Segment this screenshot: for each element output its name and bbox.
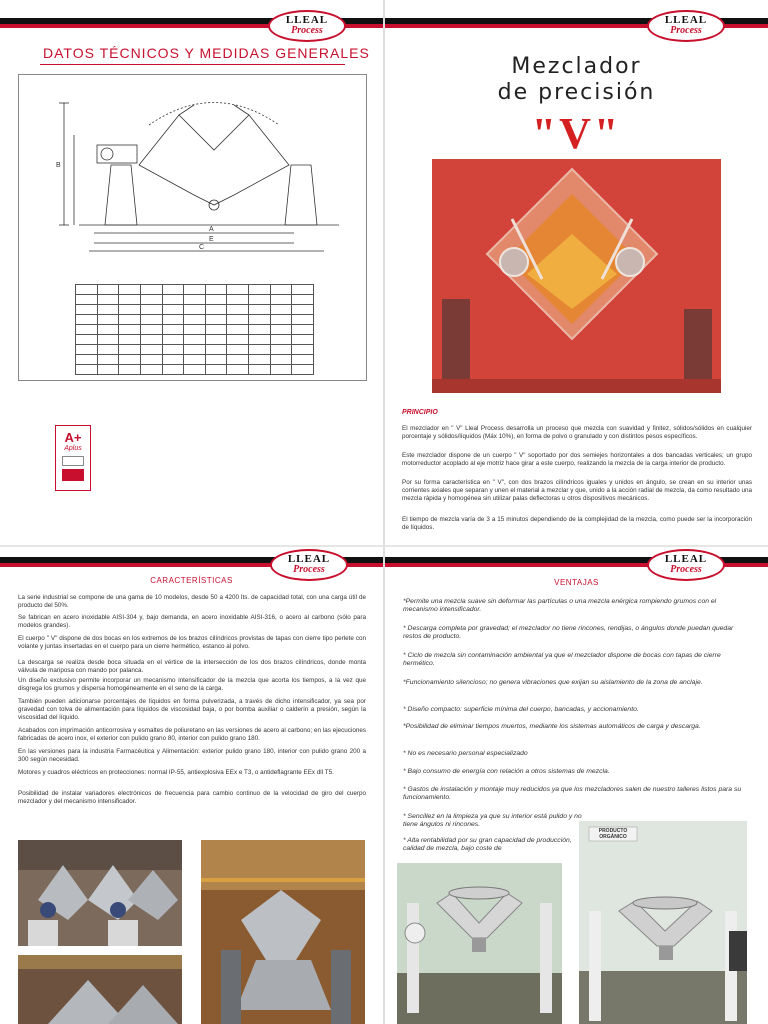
product-title-line2: de precisión bbox=[497, 80, 656, 105]
table-cell bbox=[119, 345, 141, 355]
table-cell bbox=[97, 315, 119, 325]
dimensions-table bbox=[75, 284, 314, 375]
panel-cover bbox=[385, 0, 768, 545]
drawing-label-a: A bbox=[209, 226, 214, 233]
table-cell bbox=[205, 305, 227, 315]
table-cell bbox=[205, 355, 227, 365]
table-cell bbox=[184, 365, 206, 375]
table-cell bbox=[292, 295, 314, 305]
table-cell bbox=[76, 335, 98, 345]
table-cell bbox=[227, 315, 249, 325]
table-cell bbox=[270, 345, 292, 355]
table-cell bbox=[249, 295, 271, 305]
table-cell bbox=[249, 325, 271, 335]
table-cell bbox=[140, 355, 162, 365]
table-cell bbox=[119, 325, 141, 335]
table-cell bbox=[76, 355, 98, 365]
product-title-line1: Mezclador bbox=[511, 54, 642, 79]
table-cell bbox=[270, 295, 292, 305]
table-cell bbox=[227, 295, 249, 305]
table-cell bbox=[270, 305, 292, 315]
advantage-item-10: * Sencillez en la limpieza ya que su interior está pulido y no tiene ángulos ni rincones. bbox=[403, 813, 582, 829]
table-cell bbox=[119, 365, 141, 375]
advantage-item-5: * Diseño compacto: superficie mínima del cuerpo, bancadas, y accionamiento. bbox=[403, 706, 639, 713]
table-cell bbox=[249, 335, 271, 345]
factory-photo-3 bbox=[18, 955, 182, 1024]
factory-photo-1-art bbox=[18, 840, 182, 946]
table-cell bbox=[205, 295, 227, 305]
principio-paragraph-1: El mezclador en " V" Lleal Process desarrolla un proceso que mezcla con suavidad y finitez, sólidos/sólidos en cualquier porcentaje y sólidos/líquidos (Máx 10%), en forma de polvo o granulado y con distintos pesos específicos. bbox=[402, 425, 752, 440]
table-cell bbox=[119, 305, 141, 315]
table-row bbox=[76, 285, 314, 295]
advantage-item-4: *Funcionamiento silencioso; no genera vibraciones que exijan su aislamiento de la zona de anclaje. bbox=[403, 679, 703, 686]
table-cell bbox=[76, 345, 98, 355]
table-cell bbox=[227, 285, 249, 295]
factory-photo-1 bbox=[18, 840, 182, 946]
table-cell bbox=[249, 315, 271, 325]
table-cell bbox=[184, 305, 206, 315]
table-cell bbox=[292, 355, 314, 365]
table-cell bbox=[97, 305, 119, 315]
table-cell bbox=[162, 315, 184, 325]
table-cell bbox=[140, 345, 162, 355]
principio-paragraph-4: El tiempo de mezcla varía de 3 a 15 minutos dependiendo de la complejidad de la mezcla, como puede ser la incorporación de líquidos. bbox=[402, 516, 752, 531]
table-cell bbox=[270, 315, 292, 325]
table-row bbox=[76, 365, 314, 375]
principio-heading: PRINCIPIO bbox=[402, 409, 438, 416]
table-cell bbox=[97, 285, 119, 295]
table-cell bbox=[140, 315, 162, 325]
table-cell bbox=[227, 345, 249, 355]
brand-logo-line1: LLEAL bbox=[664, 14, 708, 26]
table-cell bbox=[162, 325, 184, 335]
table-cell bbox=[270, 365, 292, 375]
table-cell bbox=[249, 305, 271, 315]
characteristics-paragraph-9: Motores y cuadros eléctricos en protecciones: normal IP-55, antiexplosiva EEx e T3, o antideflagrante EEx dll T5. bbox=[18, 769, 334, 776]
table-row bbox=[76, 345, 314, 355]
characteristics-paragraph-3: El cuerpo " V" dispone de dos bocas en los extremos de los brazos cilíndricos provistas de tapas con cierre tipo perlete con volante y juntas insertadas en el cuerpo para un cierre hermético, estanco al polvo. bbox=[18, 635, 366, 650]
table-cell bbox=[205, 315, 227, 325]
section-title-technical: DATOS TÉCNICOS Y MEDIDAS GENERALES bbox=[43, 45, 370, 61]
cert-grade: A+ bbox=[64, 430, 82, 445]
table-cell bbox=[97, 325, 119, 335]
table-cell bbox=[292, 305, 314, 315]
table-cell bbox=[184, 295, 206, 305]
table-cell bbox=[292, 365, 314, 375]
table-cell bbox=[292, 285, 314, 295]
table-cell bbox=[140, 295, 162, 305]
table-cell bbox=[227, 355, 249, 365]
table-cell bbox=[227, 365, 249, 375]
characteristics-paragraph-5: Un diseño exclusivo permite incorporar un mecanismo intensificador de la mezcla que acorta los tiempos, a la vez que disgrega los grumos y dispersa homogéneamente en el seno de la carga. bbox=[18, 677, 366, 692]
certification-badge bbox=[55, 425, 91, 491]
mixer-photo-right bbox=[579, 821, 747, 1024]
table-cell bbox=[249, 285, 271, 295]
table-cell bbox=[140, 335, 162, 345]
table-cell bbox=[249, 365, 271, 375]
drawing-label-e: E bbox=[209, 236, 214, 243]
characteristics-paragraph-4: La descarga se realiza desde boca situada en el vértice de la intersección de los dos brazos cilíndricos, donde monta válvula de mariposa con mando por palanca. bbox=[18, 659, 366, 674]
cert-stripe bbox=[62, 469, 84, 481]
characteristics-paragraph-10: Posibilidad de instalar variadores electrónicos de frecuencia para cambio continuo de la velocidad de giro del cuerpo mezclador y del mecanismo intensificador. bbox=[18, 790, 366, 805]
table-cell bbox=[76, 295, 98, 305]
panel-advantages bbox=[385, 547, 768, 1024]
table-cell bbox=[184, 355, 206, 365]
brand-logo-line1: LLEAL bbox=[287, 553, 331, 565]
table-cell bbox=[227, 325, 249, 335]
table-cell bbox=[162, 355, 184, 365]
cert-label: Aplus bbox=[64, 445, 82, 452]
table-cell bbox=[119, 355, 141, 365]
advantage-item-1: *Permite una mezcla suave sin deformar las partículas o una mezcla enérgica rompiendo grumos con el mecanismo intensificador. bbox=[403, 598, 717, 614]
table-cell bbox=[162, 285, 184, 295]
table-cell bbox=[97, 295, 119, 305]
factory-photo-2-art bbox=[201, 840, 365, 1024]
table-cell bbox=[184, 345, 206, 355]
table-cell bbox=[205, 365, 227, 375]
table-cell bbox=[270, 285, 292, 295]
characteristics-paragraph-7: Acabados con imprimación anticorrosiva y esmaltes de poliuretano en las versiones de acero al carbono; en las ejecuciones fabricadas de acero inox, el exterior con pulido grano 80, interior con pulido grano 180. bbox=[18, 727, 366, 742]
table-cell bbox=[76, 285, 98, 295]
characteristics-paragraph-6: También pueden adicionarse porcentajes de líquidos en forma pulverizada, a través de dicho intensificador, ya sea por gravedad con tolva de alimentación para líquidos de viscosidad baja, o por bomba auxiliar o calderín a presión, según la viscosidad del líquido. bbox=[18, 698, 366, 721]
table-cell bbox=[270, 335, 292, 345]
table-cell bbox=[76, 305, 98, 315]
mixer-photo-left bbox=[397, 863, 562, 1024]
principio-paragraph-2: Este mezclador dispone de un cuerpo " V" soportado por dos semiejes horizontales a dos bancadas verticales; un grupo motorreductor acoplado al eje motriz hace girar a este cuerpo, realizando la mezcla de la carga interior de producto. bbox=[402, 452, 752, 467]
table-cell bbox=[119, 315, 141, 325]
table-cell bbox=[140, 285, 162, 295]
characteristics-paragraph-1: La serie industrial se compone de una gama de 10 modelos, desde 50 a 4200 lts. de capacidad total, con una carga útil de producto del 50%. bbox=[18, 594, 366, 609]
table-cell bbox=[162, 365, 184, 375]
table-cell bbox=[162, 295, 184, 305]
characteristics-paragraph-8: En las versiones para la industria Farmacéutica y Alimentación: exterior pulido grano 180, interior con pulido grano 200 a 300 según necesidad. bbox=[18, 748, 366, 763]
table-cell bbox=[270, 355, 292, 365]
table-cell bbox=[162, 335, 184, 345]
table-cell bbox=[140, 365, 162, 375]
table-row bbox=[76, 325, 314, 335]
advantage-item-8: * Bajo consumo de energía con relación a otros sistemas de mezcla. bbox=[403, 768, 610, 775]
brand-logo-line2: Process bbox=[291, 25, 323, 36]
table-cell bbox=[162, 305, 184, 315]
table-cell bbox=[184, 315, 206, 325]
table-cell bbox=[227, 305, 249, 315]
table-cell bbox=[184, 325, 206, 335]
table-cell bbox=[76, 315, 98, 325]
photo-label-organic: PRODUCTO ORGÁNICO bbox=[598, 828, 628, 840]
table-cell bbox=[205, 345, 227, 355]
table-cell bbox=[76, 365, 98, 375]
table-cell bbox=[292, 315, 314, 325]
brand-logo-line2: Process bbox=[293, 564, 325, 575]
table-cell bbox=[140, 305, 162, 315]
mixer-photo-right-art bbox=[579, 821, 747, 1024]
table-cell bbox=[76, 325, 98, 335]
table-cell bbox=[119, 285, 141, 295]
table-cell bbox=[97, 335, 119, 345]
advantage-item-7: * No es necesario personal especializado bbox=[403, 750, 528, 757]
table-cell bbox=[97, 365, 119, 375]
table-cell bbox=[292, 345, 314, 355]
advantage-item-11: * Alta rentabilidad por su gran capacidad de producción, calidad de mezcla, bajo coste de bbox=[403, 837, 572, 853]
drawing-label-c: C bbox=[199, 244, 205, 251]
brand-logo bbox=[647, 549, 725, 581]
advantage-item-3: * Ciclo de mezcla sin contaminación ambiental ya que el mezclador dispone de bocas con tapas de cierre hermético. bbox=[403, 652, 721, 668]
table-cell bbox=[97, 355, 119, 365]
advantage-item-2: * Descarga completa por gravedad; el mezclador no tiene rincones, rendijas, o ángulos donde puedan quedar restos de producto. bbox=[403, 625, 734, 641]
factory-photo-2 bbox=[201, 840, 365, 1024]
brand-logo bbox=[268, 10, 346, 42]
table-row bbox=[76, 305, 314, 315]
table-cell bbox=[292, 325, 314, 335]
table-cell bbox=[205, 325, 227, 335]
advantage-item-6: *Posibilidad de eliminar tiempos muertos, mediante los sistemas automáticos de carga y descarga. bbox=[403, 723, 701, 730]
table-row bbox=[76, 315, 314, 325]
product-photo bbox=[432, 159, 721, 393]
section-title-characteristics: CARACTERÍSTICAS bbox=[150, 576, 233, 585]
table-cell bbox=[162, 345, 184, 355]
panel-characteristics bbox=[0, 547, 383, 1024]
table-cell bbox=[292, 335, 314, 345]
table-cell bbox=[249, 355, 271, 365]
panel-technical-data bbox=[0, 0, 383, 545]
table-cell bbox=[227, 335, 249, 345]
table-row bbox=[76, 295, 314, 305]
table-row bbox=[76, 355, 314, 365]
table-cell bbox=[249, 345, 271, 355]
table-cell bbox=[205, 285, 227, 295]
brand-logo-line1: LLEAL bbox=[664, 553, 708, 565]
table-cell bbox=[184, 335, 206, 345]
factory-photo-3-art bbox=[18, 955, 182, 1024]
table-row bbox=[76, 335, 314, 345]
brand-logo-line2: Process bbox=[670, 564, 702, 575]
brand-logo-line1: LLEAL bbox=[285, 14, 329, 26]
mixer-photo-left-art bbox=[397, 863, 562, 1024]
table-cell bbox=[119, 335, 141, 345]
cert-seal bbox=[62, 456, 84, 466]
table-cell bbox=[270, 325, 292, 335]
table-cell bbox=[119, 295, 141, 305]
table-cell bbox=[97, 345, 119, 355]
characteristics-paragraph-2: Se fabrican en acero inoxidable AISI-304 y, bajo demanda, en acero inoxidable AISI-316, o acero al carbono (sólo para modelos grandes). bbox=[18, 614, 366, 629]
table-cell bbox=[184, 285, 206, 295]
brand-logo bbox=[647, 10, 725, 42]
product-v-mark: "V" bbox=[531, 109, 622, 158]
advantage-item-9: * Gastos de instalación y montaje muy reducidos ya que los mezcladores salen de nuestro talleres listos para su funcionamiento. bbox=[403, 786, 742, 802]
section-title-underline bbox=[40, 64, 345, 65]
drawing-label-b: B bbox=[56, 162, 61, 169]
product-photo-art bbox=[432, 159, 721, 393]
table-cell bbox=[205, 335, 227, 345]
section-title-advantages: VENTAJAS bbox=[554, 578, 599, 587]
table-cell bbox=[140, 325, 162, 335]
brand-logo-line2: Process bbox=[670, 25, 702, 36]
principio-paragraph-3: Por su forma característica en " V", con dos brazos cilíndricos iguales y unidos en ángulo, se crean en su interior unas corrientes axiales que separan y unen el material a mezclar y que, unido a la acción radial de mezcla, da como resultado una mezcla rápida y homogénea sin utilizar palas deflectoras u otros dispositivos mecánicos. bbox=[402, 479, 752, 502]
